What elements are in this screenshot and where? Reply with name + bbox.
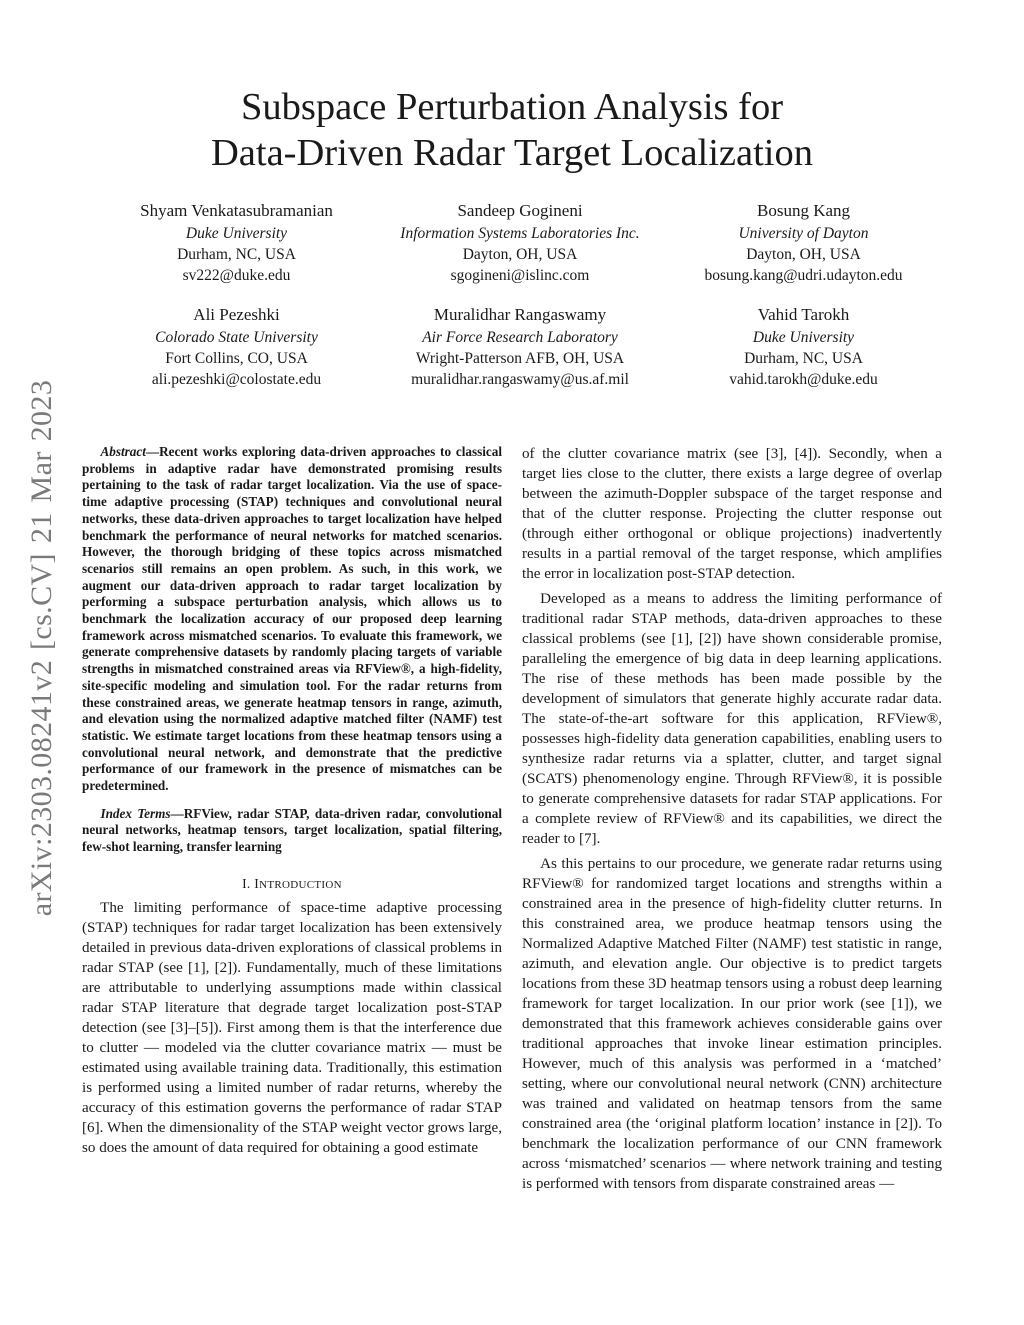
title-line-2: Data-Driven Radar Target Localization xyxy=(211,132,813,174)
author-affiliation: Colorado State University xyxy=(155,329,318,346)
author-name: Ali Pezeshki xyxy=(193,305,280,324)
abstract: Abstract—Recent works exploring data-driven approaches to classical problems in adaptive radar have demonstrated promising results pertaining to the task of radar target localization. Via the use of space-time adaptive processing (STAP) techniques and convolutional neural networks, these data-driven approaches to target localization have helped benchmark the performance of neural networks for matched scenarios. However, the thorough bridging of these topics across mismatched scenarios still remains an open problem. As such, in this work, we augment our data-driven approach to radar target localization by performing a subspace perturbation analysis, which allows us to benchmark the localization accuracy of our proposed deep learning framework across mismatched scenarios. To evaluate this framework, we generate comprehensive datasets by randomly placing targets of variable strengths in mismatched constrained areas via RFView®, a high-fidelity, site-specific modeling and simulation tool. For the radar returns from these constrained areas, we generate heatmap tensors in range, azimuth, and elevation using the normalized adaptive matched filter (NAMF) test statistic. We estimate target locations from these heatmap tensors using a convolutional neural network, and demonstrate that the predictive performance of our framework in the presence of mismatches can be predetermined. xyxy=(82,444,502,794)
section-number: I. xyxy=(242,875,255,891)
author-location: Dayton, OH, USA xyxy=(746,246,861,263)
author-location: Fort Collins, CO, USA xyxy=(165,350,308,367)
author-row-2 xyxy=(95,304,945,408)
author-card xyxy=(662,200,945,304)
author-email: sv222@duke.edu xyxy=(182,267,291,284)
section-title-initial: I xyxy=(254,875,260,891)
author-card xyxy=(379,200,662,304)
author-name: Sandeep Gogineni xyxy=(457,201,583,220)
author-name: Bosung Kang xyxy=(756,201,851,220)
author-location: Wright-Patterson AFB, OH, USA xyxy=(415,350,625,367)
author-email: vahid.tarokh@duke.edu xyxy=(729,371,878,388)
author-card xyxy=(95,304,378,408)
arxiv-identifier: arXiv:2303.08241v2 [cs.CV] 21 Mar 2023 xyxy=(25,379,58,917)
author-affiliation: University of Dayton xyxy=(738,225,869,242)
intro-paragraph-1: The limiting performance of space-time adaptive processing (STAP) techniques for radar target localization has been extensively detailed in previous data-driven explorations of classical problems in radar STAP (see [1], [2]). Fundamentally, much of these limitations are attributable to underlying assumptions made within classical radar STAP literature that degrade target localization post-STAP detection (see [3]–[5]). First among them is that the interference due to clutter — modeled via the clutter covariance matrix — must be estimated using available training data. Traditionally, this estimation is performed using a limited number of radar returns, whereby the accuracy of this estimation governs the performance of radar STAP [6]. When the dimensionality of the STAP weight vector grows large, so does the amount of data required for obtaining a good estimate xyxy=(82,899,502,1156)
author-name: Shyam Venkatasubramanian xyxy=(140,201,333,220)
author-location: Durham, NC, USA xyxy=(744,350,863,367)
author-location: Dayton, OH, USA xyxy=(462,246,578,263)
title-line-1: Subspace Perturbation Analysis for xyxy=(240,86,784,128)
author-location: Durham, NC, USA xyxy=(177,246,296,263)
abstract-text: Recent works exploring data-driven approaches to classical problems in adaptive radar have demonstrated promising results pertaining to the task of radar target localization. Via the use of space-time adaptive processing (STAP) techniques and convolutional neural networks, these data-driven approaches to target localization have helped benchmark the performance of neural networks for matched scenarios. However, the thorough bridging of these topics across mismatched scenarios still remains an open problem. As such, in this work, we augment our data-driven approach to radar target localization by performing a subspace perturbation analysis, which allows us to benchmark the localization accuracy of our proposed deep learning framework across mismatched scenarios. To evaluate this framework, we generate comprehensive datasets by randomly placing targets of variable strengths in mismatched constrained areas via RFView®, a high-fidelity, site-specific modeling and simulation tool. For the radar returns from these constrained areas, we generate heatmap tensors in range, azimuth, and elevation using the normalized adaptive matched filter (NAMF) test statistic. We estimate target locations from these heatmap tensors using a convolutional neural network, and demonstrate that the predictive performance of our framework in the presence of mismatches can be predetermined. xyxy=(82,444,502,794)
intro-paragraph-3: As this pertains to our procedure, we generate radar returns using RFView® for randomized target locations and strengths within a constrained area in the presence of high-fidelity clutter returns. In this constrained area, we produce heatmap tensors using the Normalized Adaptive Matched Filter (NAMF) test statistic in range, azimuth, and elevation angle. Our objective is to predict targets locations from these 3D heatmap tensors using a robust deep learning framework for target localization. In our prior work (see [1]), we demonstrated that this framework achieves considerable gains over traditional approaches that invoke linear estimation principles. However, much of this analysis was performed in a ‘matched’ setting, where our convolutional neural network (CNN) architecture was trained and validated on heatmap tensors from the same constrained area (the ‘original platform location’ instance in [2]). To benchmark the localization performance of our CNN framework across ‘mismatched’ scenarios — where network training and testing is performed with tensors from disparate constrained areas — xyxy=(522,856,943,1192)
author-email: muralidhar.rangaswamy@us.af.mil xyxy=(411,371,629,388)
left-column xyxy=(82,444,502,1158)
author-card xyxy=(662,304,945,408)
author-affiliation: Air Force Research Laboratory xyxy=(422,329,618,346)
index-terms: Index Terms—RFView, radar STAP, data-driven radar, convolutional neural networks, heatmap tensors, target localization, spatial filtering, few-shot learning, transfer learning xyxy=(82,805,502,855)
author-card xyxy=(379,304,662,408)
author-email: sgogineni@islinc.com xyxy=(450,267,590,284)
author-row-1 xyxy=(95,200,945,304)
author-name: Vahid Tarokh xyxy=(757,305,850,324)
abstract-label: Abstract xyxy=(100,444,146,459)
section-heading-introduction xyxy=(82,876,502,892)
index-terms-text: RFView, radar STAP, data-driven radar, convolutional neural networks, heatmap tensors, target localization, spatial filtering, few-shot learning, transfer learning xyxy=(82,805,502,855)
author-name: Muralidhar Rangaswamy xyxy=(433,305,607,324)
paper-title xyxy=(100,84,924,176)
author-affiliation: Duke University xyxy=(752,329,855,346)
author-email: ali.pezeshki@colostate.edu xyxy=(151,371,322,388)
right-column xyxy=(522,444,942,1194)
intro-paragraph-2: Developed as a means to address the limiting performance of traditional radar STAP methods, data-driven approaches to these classical problems (see [1], [2]) have shown considerable promise, paralleling the emergence of big data in deep learning applications. The rise of these methods has been made possible by the development of simulators that generate highly accurate radar data. The state-of-the-art software for this application, RFView®, possesses high-fidelity data generation capabilities, enabling users to synthesize radar returns via a splatter, clutter, and target signal (SCATS) phenomenology engine. Through RFView®, it is possible to generate comprehensive datasets for radar STAP applications. For a complete review of RFView® and its capabilities, we direct the reader to [7]. xyxy=(522,591,942,847)
author-email: bosung.kang@udri.udayton.edu xyxy=(704,267,903,284)
author-affiliation: Information Systems Laboratories Inc. xyxy=(400,225,640,242)
intro-paragraph-1-continued: of the clutter covariance matrix (see [3], [4]). Secondly, when a target lies close to the clutter, there exists a large degree of overlap between the azimuth-Doppler subspace of the target response and that of the clutter response. Projecting the clutter response out (through either orthogonal or oblique projections) inadvertently results in a partial removal of the target response, which amplifies the error in localization post-STAP detection. xyxy=(522,446,942,582)
author-card xyxy=(95,200,378,304)
index-terms-label: Index Terms xyxy=(100,805,171,821)
author-affiliation: Duke University xyxy=(185,225,288,242)
arxiv-side-stamp xyxy=(22,348,62,948)
section-title-rest: NTRODUCTION xyxy=(259,878,342,891)
author-block xyxy=(95,200,945,408)
